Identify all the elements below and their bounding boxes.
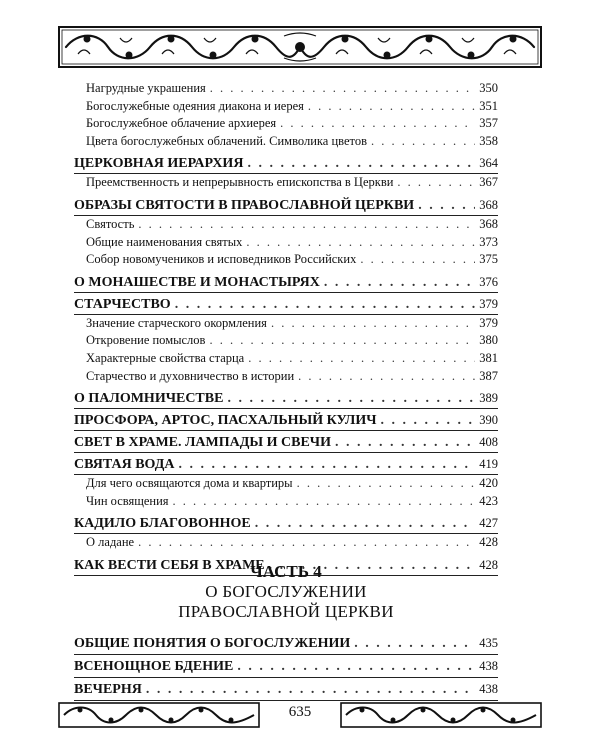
table-of-contents <box>74 80 498 576</box>
toc-section-page: 389 <box>479 391 498 406</box>
toc-section <box>74 453 498 475</box>
toc-entry-page: 420 <box>479 476 498 491</box>
toc-section-title: ОБРАЗЫ СВЯТОСТИ В ПРАВОСЛАВНОЙ ЦЕРКВИ <box>74 197 415 213</box>
dot-leader <box>247 153 475 175</box>
dot-leader <box>146 678 475 701</box>
top-ornament-band <box>58 26 542 68</box>
toc-entry-page: 380 <box>479 333 498 348</box>
dot-leader <box>175 294 476 316</box>
toc-section-title: ОБЩИЕ ПОНЯТИЯ О БОГОСЛУЖЕНИИ <box>74 636 351 651</box>
toc-section-page: 364 <box>479 156 498 171</box>
toc-entry-title: Для чего освящаются дома и квартиры <box>86 476 293 491</box>
page-footer <box>58 702 542 728</box>
toc-entry-page: 381 <box>479 350 498 365</box>
toc-entry-title: Святость <box>86 216 135 231</box>
dot-leader <box>237 655 475 678</box>
toc-section-page: 368 <box>479 197 498 212</box>
part-label: ЧАСТЬ 4 <box>250 562 322 581</box>
dot-leader <box>138 534 475 552</box>
toc-section-title: ВЕЧЕРНЯ <box>74 682 142 697</box>
toc-entry-page: 373 <box>479 234 498 249</box>
toc-section-page: 438 <box>479 682 498 696</box>
toc-section-title: ПРОСФОРА, АРТОС, ПАСХАЛЬНЫЙ КУЛИЧ <box>74 413 377 429</box>
toc-entry-title: Богослужебные одеяния диакона и иерея <box>86 98 304 113</box>
dot-leader <box>210 80 475 98</box>
toc-entry <box>74 368 498 386</box>
dot-leader <box>173 493 476 511</box>
toc-entry-title: Преемственность и непрерывность епископства в Церкви <box>86 175 394 190</box>
toc-entry <box>74 475 498 493</box>
toc-entry-page: 358 <box>479 133 498 148</box>
toc-entry-title: О ладане <box>86 535 135 550</box>
dot-leader <box>360 251 475 269</box>
toc-section <box>74 678 498 701</box>
dot-leader <box>138 216 475 234</box>
page-number: 635 <box>288 704 312 720</box>
toc-entry-page: 357 <box>479 116 498 131</box>
toc-entry-title: Цвета богослужебных облачений. Символика цветов <box>86 133 367 148</box>
toc-entry-page: 351 <box>479 98 498 113</box>
part-title-line-2: ПРАВОСЛАВНОЙ ЦЕРКВИ <box>178 602 394 621</box>
toc-section <box>74 632 498 655</box>
toc-section-title: ЦЕРКОВНАЯ ИЕРАРХИЯ <box>74 156 244 172</box>
toc-entry <box>74 493 498 511</box>
toc-section-page: 428 <box>479 557 498 572</box>
toc-entry <box>74 133 498 151</box>
dot-leader <box>271 315 475 333</box>
dot-leader <box>298 368 475 386</box>
toc-section-page: 376 <box>479 274 498 289</box>
dot-leader <box>297 475 476 493</box>
toc-entry <box>74 315 498 333</box>
dot-leader <box>397 174 475 192</box>
toc-section-title: СВЕТ В ХРАМЕ. ЛАМПАДЫ И СВЕЧИ <box>74 435 331 451</box>
toc-entry-title: Богослужебное облачение архиерея <box>86 116 277 131</box>
dot-leader <box>381 410 476 432</box>
toc-section <box>74 431 498 453</box>
part-title-line-1: О БОГОСЛУЖЕНИИ <box>205 582 367 601</box>
dot-leader <box>371 133 475 151</box>
toc-entry <box>74 350 498 368</box>
dot-leader <box>418 195 475 217</box>
toc-section-page: 435 <box>479 636 498 650</box>
toc-entry-page: 387 <box>479 368 498 383</box>
toc-entry-page: 375 <box>479 252 498 267</box>
toc-entry-page: 379 <box>479 315 498 330</box>
dot-leader <box>246 234 475 252</box>
toc-section <box>74 387 498 409</box>
toc-section-page: 419 <box>479 457 498 472</box>
toc-entry <box>74 216 498 234</box>
dot-leader <box>209 332 475 350</box>
dot-leader <box>227 388 475 410</box>
toc-section-title: О МОНАШЕСТВЕ И МОНАСТЫРЯХ <box>74 274 320 290</box>
toc-entry-title: Откровение помыслов <box>86 333 206 348</box>
toc-section <box>74 271 498 293</box>
toc-section <box>74 409 498 431</box>
toc-section-title: СТАРЧЕСТВО <box>74 296 171 312</box>
part-contents <box>74 632 498 701</box>
part-heading <box>74 562 498 622</box>
toc-section-page: 390 <box>479 413 498 428</box>
dot-leader <box>179 454 476 476</box>
toc-entry <box>74 115 498 133</box>
toc-section-title: КАК ВЕСТИ СЕБЯ В ХРАМЕ <box>74 557 265 573</box>
dot-leader <box>335 432 475 454</box>
toc-entry <box>74 98 498 116</box>
toc-section <box>74 655 498 678</box>
dot-leader <box>248 350 475 368</box>
toc-section-title: ВСЕНОЩНОЕ БДЕНИЕ <box>74 659 234 674</box>
toc-entry-title: Характерные свойства старца <box>86 350 245 365</box>
toc-section-page: 408 <box>479 435 498 450</box>
toc-entry-title: Значение старческого окормления <box>86 315 267 330</box>
toc-entry <box>74 174 498 192</box>
toc-section-title: СВЯТАЯ ВОДА <box>74 457 175 473</box>
toc-section <box>74 293 498 315</box>
toc-entry <box>74 251 498 269</box>
toc-section-page: 427 <box>479 516 498 531</box>
toc-entry-page: 428 <box>479 535 498 550</box>
dot-leader <box>280 115 475 133</box>
toc-entry-page: 367 <box>479 175 498 190</box>
toc-section-page: 438 <box>479 659 498 673</box>
toc-entry-title: Общие наименования святых <box>86 234 243 249</box>
toc-entry-page: 368 <box>479 216 498 231</box>
toc-section-page: 379 <box>479 296 498 311</box>
toc-entry <box>74 80 498 98</box>
footer-ornament-right <box>340 702 542 728</box>
toc-entry-title: Нагрудные украшения <box>86 81 206 95</box>
toc-entry-title: Собор новомучеников и исповедников Российских <box>86 252 357 267</box>
toc-entry-page: 423 <box>479 493 498 508</box>
dot-leader <box>324 272 475 294</box>
toc-entry <box>74 234 498 252</box>
toc-section <box>74 152 498 174</box>
toc-entry <box>74 332 498 350</box>
toc-entry <box>74 534 498 552</box>
dot-leader <box>308 98 475 116</box>
toc-section <box>74 194 498 216</box>
toc-entry-title: Старчество и духовничество в истории <box>86 368 295 383</box>
toc-section-title: О ПАЛОМНИЧЕСТВЕ <box>74 391 224 407</box>
dot-leader <box>354 632 475 655</box>
toc-section-title: КАДИЛО БЛАГОВОННОЕ <box>74 516 251 532</box>
footer-ornament-left <box>58 702 260 728</box>
toc-section <box>74 512 498 534</box>
toc-entry-title: Чин освящения <box>86 493 169 508</box>
toc-entry-page: 350 <box>479 81 498 95</box>
dot-leader <box>255 513 476 535</box>
